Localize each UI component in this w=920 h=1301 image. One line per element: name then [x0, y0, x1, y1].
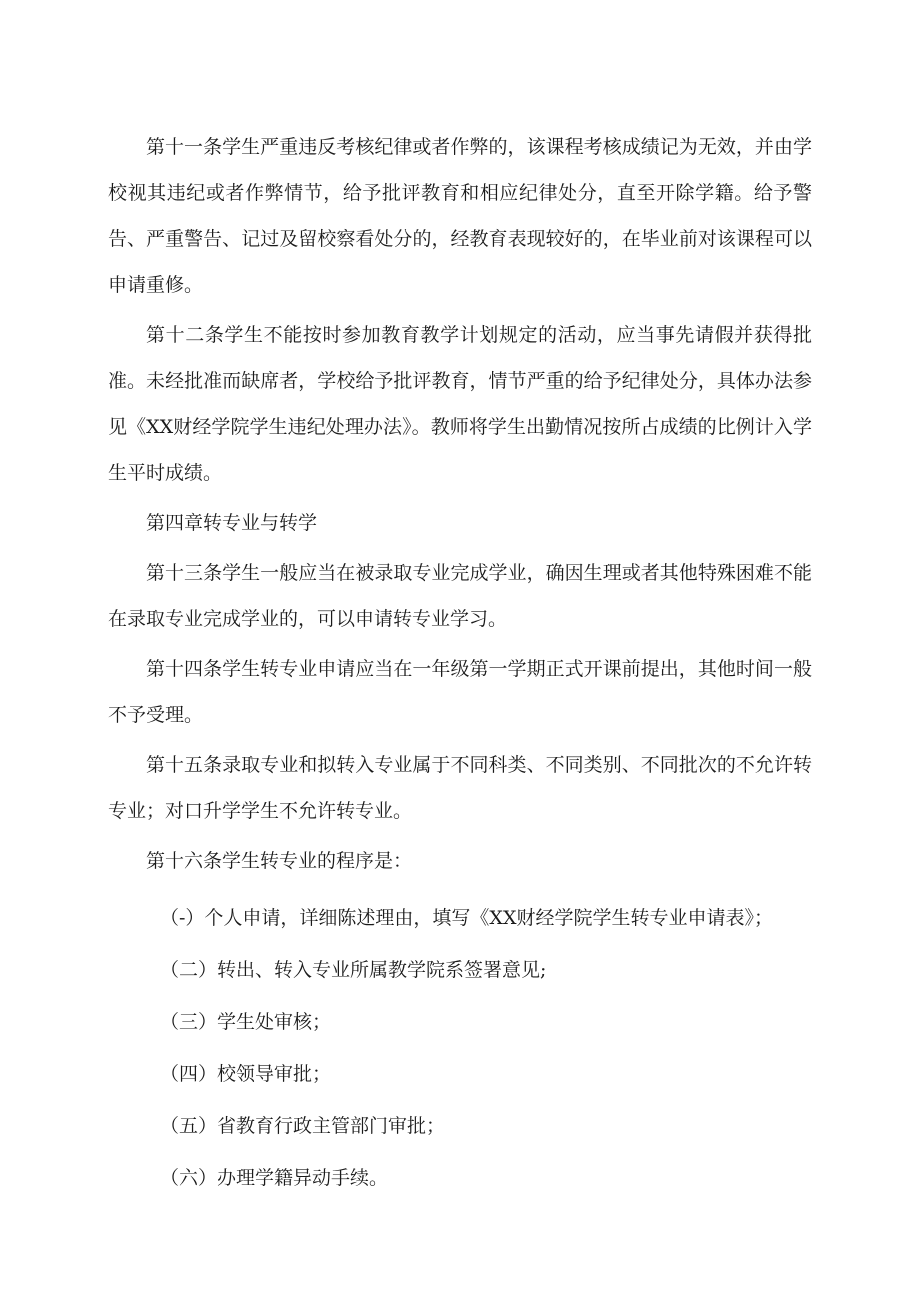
article-14-paragraph: 第十四条学生转专业申请应当在一年级第一学期正式开课前提出，其他时间一般不予受理。 [108, 658, 812, 726]
procedure-step-3: （三）学生处审核； [160, 1011, 332, 1033]
procedure-step-5: （五）省教育行政主管部门审批； [160, 1115, 446, 1137]
article-13-paragraph: 第十三条学生一般应当在被录取专业完成学业，确因生理或者其他特殊困难不能在录取专业完成学业的，可以申请转专业学习。 [108, 562, 812, 630]
procedure-step-2: （二）转出、转入专业所属教学院系签署意见; [160, 959, 547, 981]
chapter-4-heading: 第四章转专业与转学 [146, 512, 318, 534]
procedure-step-1: （-）个人申请，详细陈述理由，填写《XX财经学院学生转专业申请表》； [160, 907, 773, 929]
article-15-paragraph: 第十五条录取专业和拟转入专业属于不同科类、不同类别、不同批次的不允许转专业；对口升学学生不允许转专业。 [108, 754, 812, 822]
document-body [108, 124, 812, 1204]
article-11-paragraph: 第十一条学生严重违反考核纪律或者作弊的，该课程考核成绩记为无效，并由学校视其违纪或者作弊情节，给予批评教育和相应纪律处分，直至开除学籍。给予警告、严重警告、记过及留校察看处分的，经教育表现较好的，在毕业前对该课程可以申请重修。 [108, 136, 812, 296]
procedure-steps-list [108, 892, 812, 1204]
procedure-step-6: （六）办理学籍异动手续。 [160, 1167, 389, 1189]
article-12-paragraph: 第十二条学生不能按时参加教育教学计划规定的活动，应当事先请假并获得批准。未经批准而缺席者，学校给予批评教育，情节严重的给予纪律处分，具体办法参见《XX财经学院学生违纪处理办法》。教师将学生出勤情况按所占成绩的比例计入学生平时成绩。 [108, 324, 812, 484]
article-16-paragraph: 第十六条学生转专业的程序是： [146, 850, 413, 872]
procedure-step-4: （四）校领导审批； [160, 1063, 332, 1085]
